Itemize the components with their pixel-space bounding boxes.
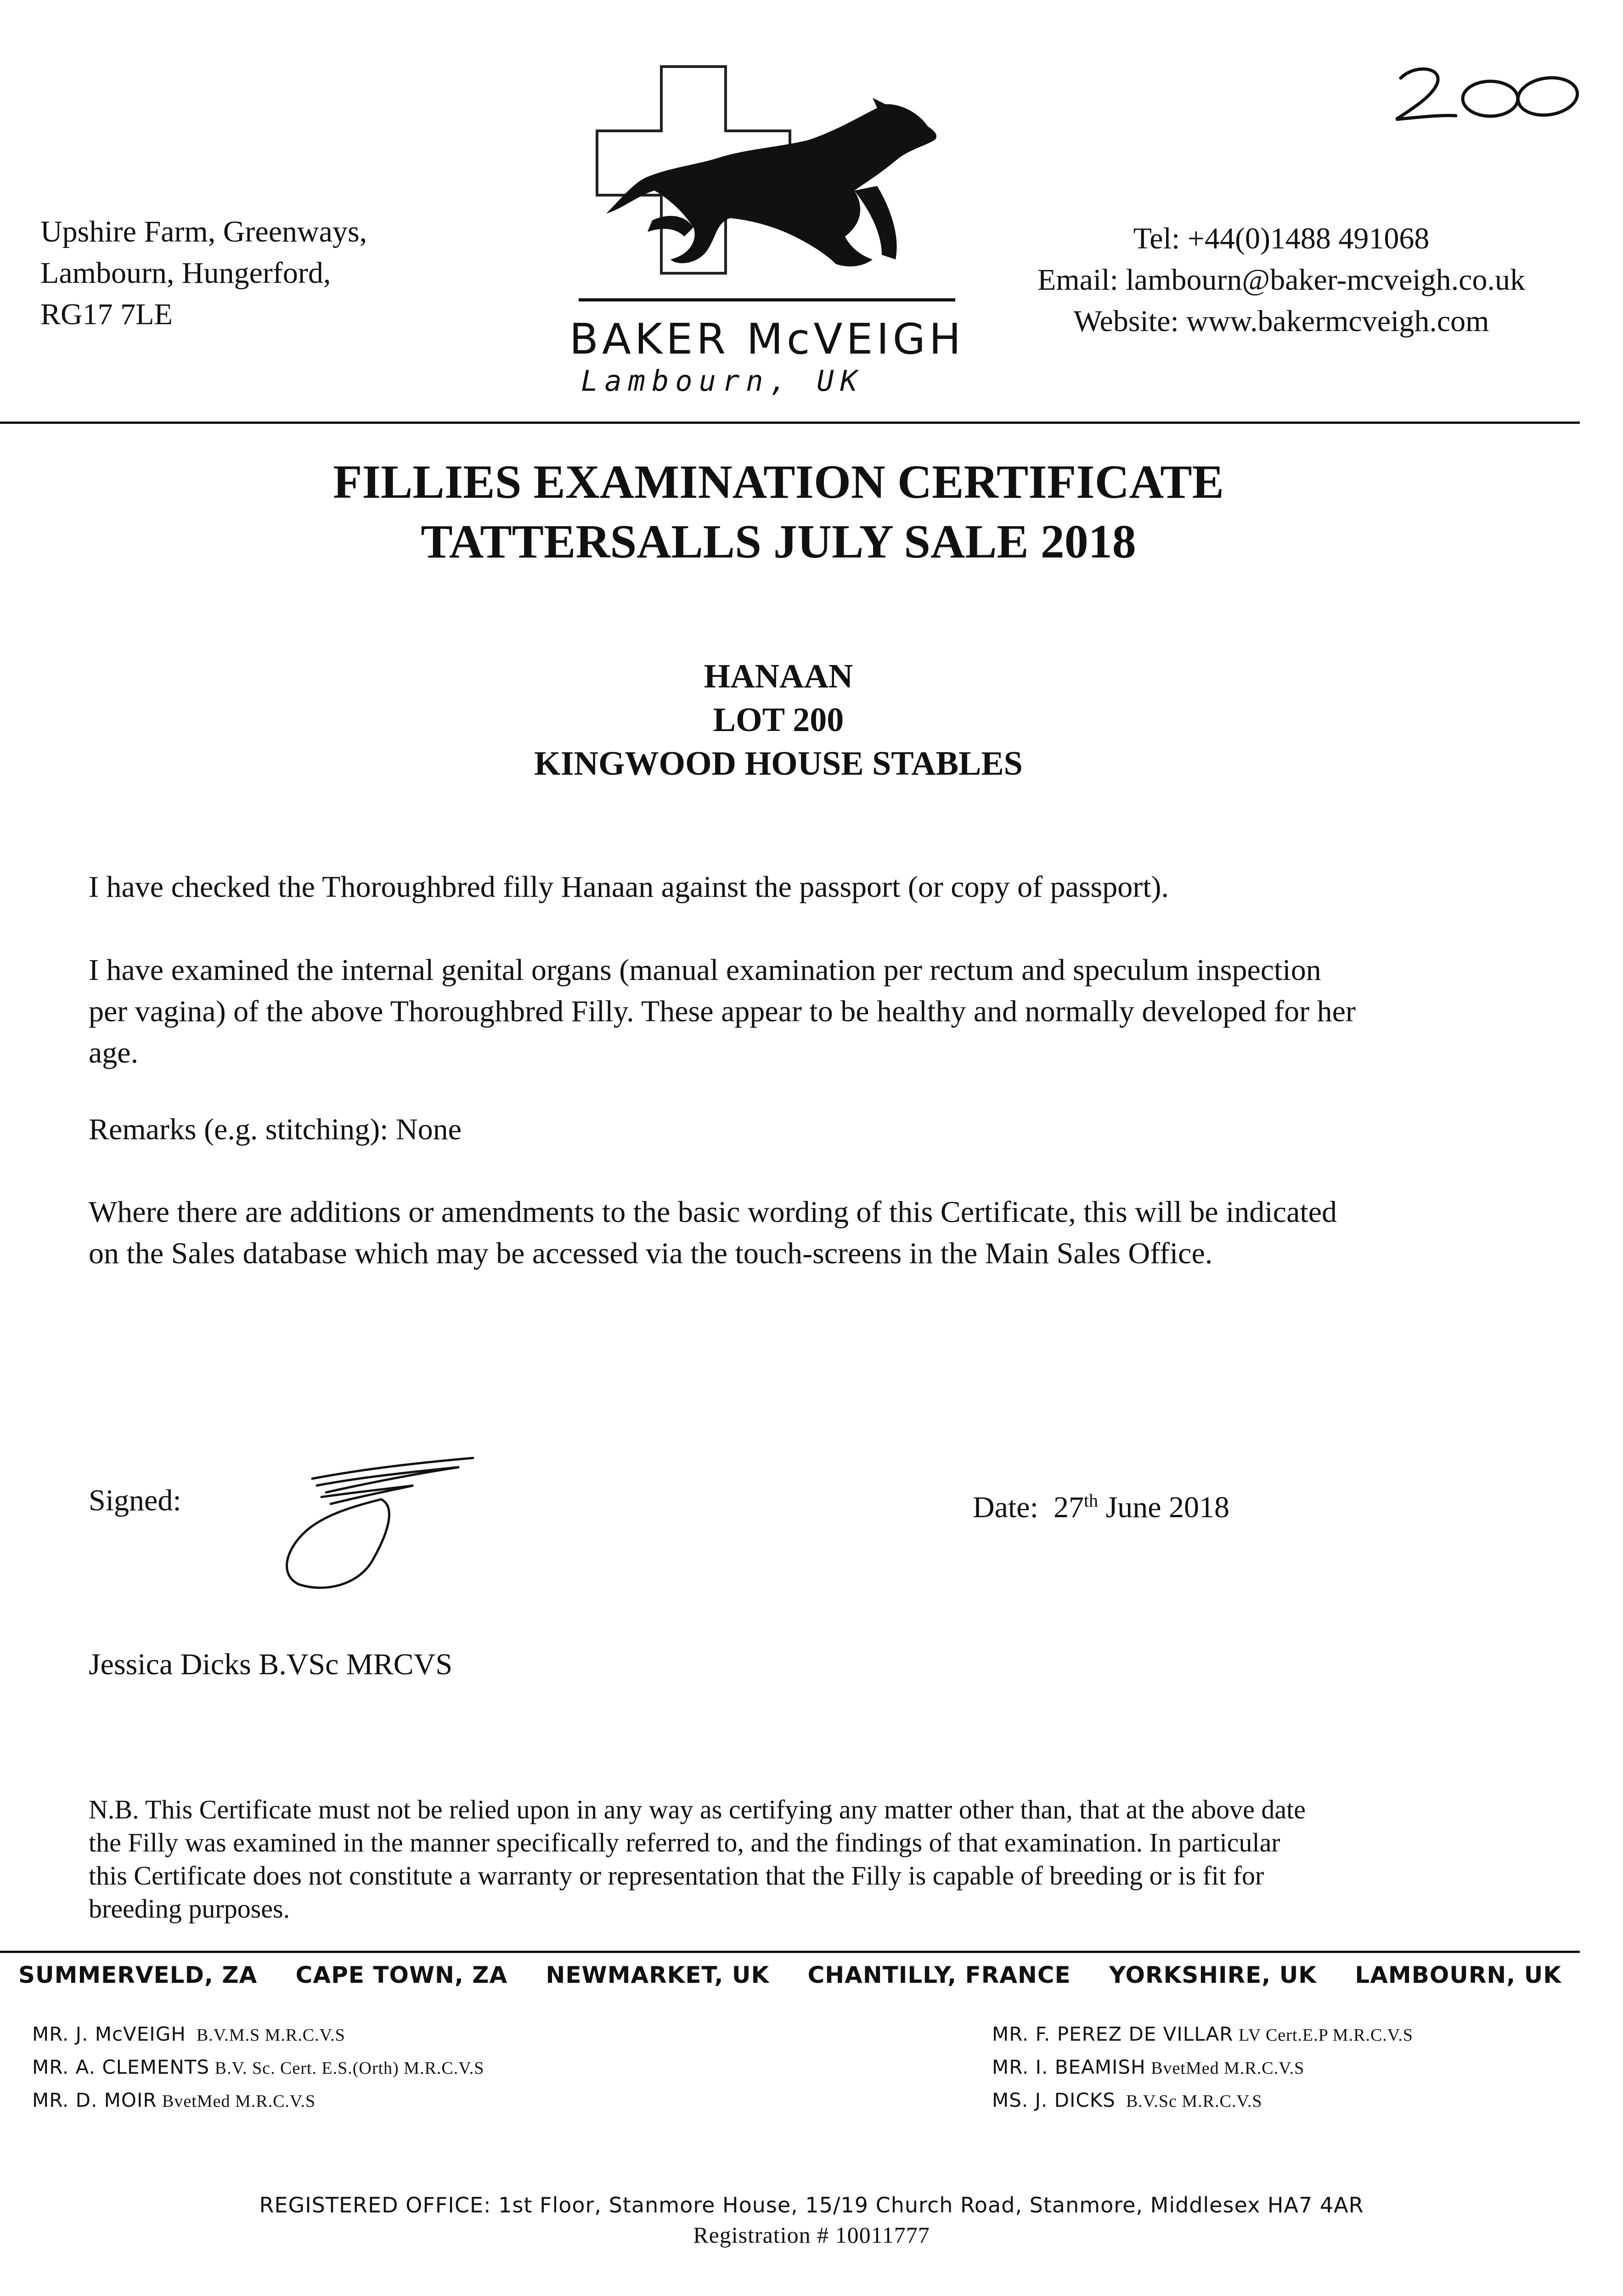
date-month-year: June 2018 <box>1105 1491 1230 1524</box>
paragraph-line: the Filly was examined in the manner specifically referred to, and the findings of that examination. In particular <box>89 1828 1280 1857</box>
paragraph-line: I have examined the internal genital organs (manual examination per rectum and speculum inspection <box>89 953 1321 987</box>
paragraph-line: age. <box>89 1036 139 1069</box>
vet-name: MR. A. CLEMENTS <box>32 2056 210 2078</box>
amendments-paragraph <box>89 1192 1489 1274</box>
email-line: Email: lambourn@baker-mcveigh.co.uk <box>1037 263 1525 297</box>
date-day: 27 <box>1053 1491 1084 1524</box>
signed-label: Signed: <box>89 1484 181 1517</box>
horse-name: HANAAN <box>704 658 853 695</box>
date-line <box>973 1480 1386 1528</box>
registered-office: REGISTERED OFFICE: 1st Floor, Stanmore House, 15/19 Church Road, Stanmore, Middlesex HA7 4AR <box>259 2193 1364 2217</box>
vet-qualifications: B.V. Sc. Cert. E.S.(Orth) M.R.C.V.S <box>214 2059 485 2078</box>
vet-qualifications: B.V.M.S M.R.C.V.S <box>196 2026 345 2045</box>
location-item: NEWMARKET, UK <box>546 1962 770 1988</box>
paragraph-line: per vagina) of the above Thoroughbred Filly. These appear to be healthy and normally developed for her <box>89 995 1356 1028</box>
vet-name: MS. J. DICKS <box>992 2089 1116 2111</box>
vet-qualifications: LV Cert.E.P M.R.C.V.S <box>1238 2026 1413 2045</box>
registration-number: Registration # 10011777 <box>693 2222 930 2248</box>
location-item: CHANTILLY, FRANCE <box>807 1962 1071 1988</box>
vet-name: MR. J. McVEIGH <box>32 2023 186 2045</box>
brand-name: BAKER McVEIGH <box>569 315 965 364</box>
location-item: CAPE TOWN, ZA <box>295 1962 508 1988</box>
handwritten-lot-number <box>1387 55 1589 133</box>
address-line: RG17 7LE <box>40 298 173 331</box>
vet-entry <box>992 2051 1413 2084</box>
stables-name: KINGWOOD HOUSE STABLES <box>534 745 1023 782</box>
disclaimer-paragraph <box>89 1793 1558 1925</box>
signatory-name: Jessica Dicks B.VSc MRCVS <box>89 1648 453 1681</box>
vets-list-right <box>992 2018 1413 2117</box>
location-item: YORKSHIRE, UK <box>1109 1962 1317 1988</box>
vet-entry <box>32 2051 484 2084</box>
vet-entry <box>32 2018 484 2051</box>
company-address <box>40 211 367 335</box>
footer-divider <box>0 1951 1580 1953</box>
galloping-horse-icon <box>606 98 936 266</box>
brand-location: Lambourn, UK <box>581 364 864 398</box>
office-locations <box>18 1962 1561 1988</box>
vet-name: MR. F. PEREZ DE VILLAR <box>992 2023 1234 2045</box>
vet-qualifications: B.V.Sc M.R.C.V.S <box>1126 2092 1262 2111</box>
paragraph-line: this Certificate does not constitute a warranty or representation that the Filly is capable of breeding or is fit for <box>89 1861 1264 1891</box>
paragraph-line: Where there are additions or amendments to the basic wording of this Certificate, this will be indicated <box>89 1195 1337 1229</box>
phone-line: Tel: +44(0)1488 491068 <box>1133 222 1430 255</box>
vets-list-left <box>32 2018 484 2117</box>
sale-title: TATTERSALLS JULY SALE 2018 <box>421 515 1136 568</box>
company-contact <box>997 218 1566 342</box>
vet-entry <box>32 2084 484 2117</box>
paragraph-line: N.B. This Certificate must not be relied upon in any way as certifying any matter other than, that at the above date <box>89 1795 1306 1824</box>
date-suffix: th <box>1083 1490 1099 1511</box>
date-label: Date: <box>973 1491 1038 1524</box>
vet-entry <box>992 2084 1413 2117</box>
baker-mcveigh-logo <box>579 62 955 310</box>
lot-number: LOT 200 <box>713 701 844 739</box>
website-line: Website: www.bakermcveigh.com <box>1073 304 1489 338</box>
location-item: LAMBOURN, UK <box>1355 1962 1561 1988</box>
vet-qualifications: BvetMed M.R.C.V.S <box>1151 2059 1305 2078</box>
vet-qualifications: BvetMed M.R.C.V.S <box>162 2092 316 2111</box>
examination-paragraph <box>89 950 1489 1074</box>
location-item: SUMMERVELD, ZA <box>18 1962 258 1988</box>
certificate-title: FILLIES EXAMINATION CERTIFICATE <box>333 456 1224 508</box>
vet-entry <box>992 2018 1413 2051</box>
address-line: Lambourn, Hungerford, <box>40 256 331 290</box>
paragraph-line: on the Sales database which may be accessed via the touch-screens in the Main Sales Office. <box>89 1237 1213 1270</box>
passport-check-text: I have checked the Thoroughbred filly Hanaan against the passport (or copy of passport). <box>89 870 1169 904</box>
remarks-text: Remarks (e.g. stitching): None <box>89 1113 462 1146</box>
vet-name: MR. D. MOIR <box>32 2089 157 2111</box>
header-divider <box>0 422 1580 424</box>
address-line: Upshire Farm, Greenways, <box>40 215 367 248</box>
vet-name: MR. I. BEAMISH <box>992 2056 1146 2078</box>
handwritten-signature <box>276 1446 487 1598</box>
paragraph-line: breeding purposes. <box>89 1894 290 1924</box>
